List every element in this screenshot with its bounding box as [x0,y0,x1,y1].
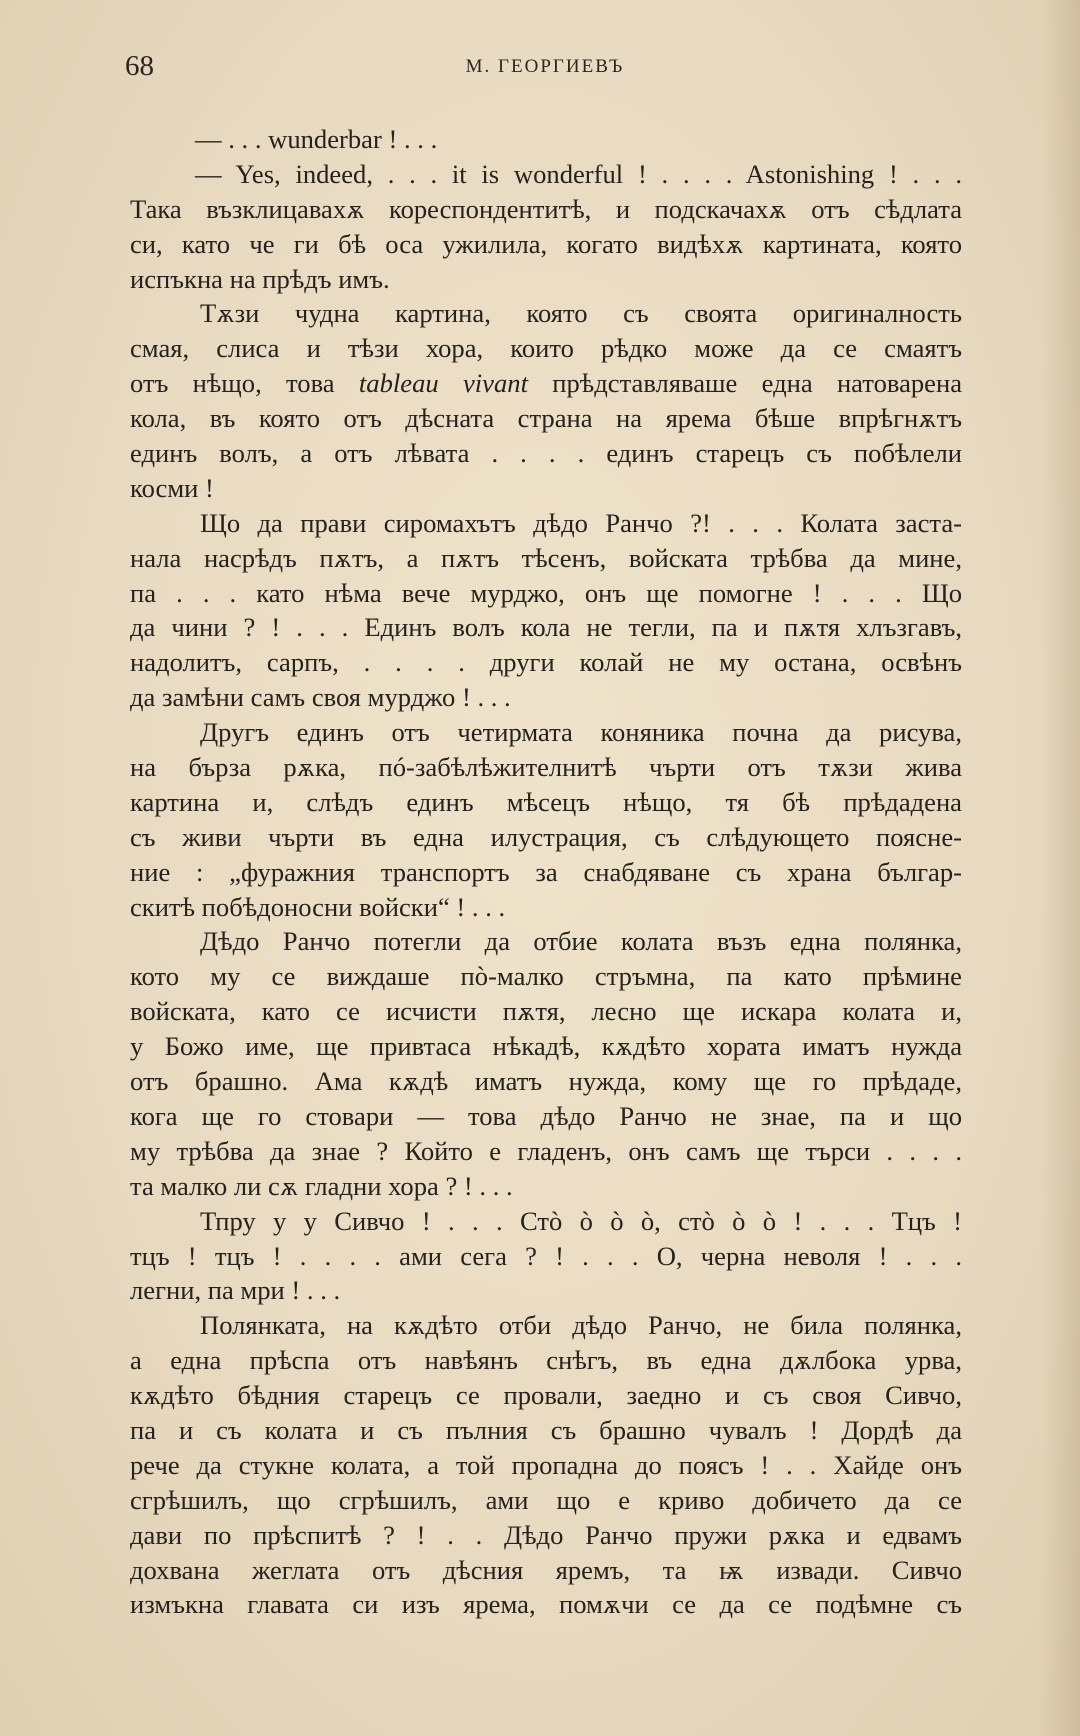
text-line: у Божо име, ще привтаса нѣкадѣ, кѫдѣто хората иматъ нужда [130,1031,962,1062]
text-line: кото му се виждаше пò-малко стръмна, па като прѣмине [130,961,962,992]
text-line: па . . . като нѣма вече мурджо, онъ ще помогне ! . . . Що [130,577,962,608]
text-line: смая, слиса и тѣзи хора, които рѣдко може да се смаятъ [130,333,962,364]
text-line: а една прѣспа отъ навѣянъ снѣгъ, въ една дѫлбока урва, [130,1345,962,1376]
text-line: картина и, слѣдъ единъ мѣсецъ нѣщо, тя бѣ прѣдадена [130,786,962,817]
text-line: му трѣбва да знае ? Който е гладенъ, онъ самъ ще търси . . . . [130,1135,962,1166]
text-line: си, като че ги бѣ оса ужилила, когато видѣхѫ картината, която [130,228,962,259]
text-line: — . . . wunderbar ! . . . [195,124,438,154]
text-line: да чини ? ! . . . Единъ волъ кола не тегли, па и пѫтя хлъзгавъ, [130,612,962,643]
text-line: войската, като се исчисти пѫтя, лесно ще искара колата и, [130,996,962,1027]
text-line: измъкна главата си изъ ярема, помѫчи се да се подѣмне съ [130,1589,962,1620]
text-line: кѫдѣто бѣдния старецъ се провали, заедно и съ своя Сивчо, [130,1380,962,1411]
text-line: кола, въ която отъ дѣсната страна на ярема бѣше впрѣгнѫтъ [130,403,962,434]
text-line: да замѣни самъ своя мурджо ! . . . [130,682,511,713]
page-header [125,50,965,90]
text-line: та малко ли сѫ гладни хора ? ! . . . [130,1170,513,1201]
running-head: М. ГЕОРГИЕВЪ [465,56,625,77]
text-line: Тпру у у Сивчо ! . . . Стò ò ò ò, стò ò ò ! . . . Тцъ ! [200,1205,962,1236]
text-line: Полянката, на кѫдѣто отби дѣдо Ранчо, не била полянка, [200,1310,962,1341]
text-line: тцъ ! тцъ ! . . . . ами сега ? ! . . . О, черна неволя ! . . . [130,1240,962,1271]
text-line: скитѣ побѣдоносни войски“ ! . . . [130,891,506,922]
text-line: кога ще го стовари — това дѣдо Ранчо не знае, па и що [130,1100,962,1131]
text-line: единъ волъ, а отъ лѣвата . . . . единъ старецъ съ побѣлели [130,438,962,469]
text-line: Тѫзи чудна картина, която съ своята оригиналность [200,298,962,329]
body-text [130,122,962,1622]
text-line: отъ нѣщо, това tableau vivant прѣдставляваше една натоварена [130,368,962,399]
text-line: дохвана жеглата отъ дѣсния яремъ, та ѭ извади. Сивчо [130,1554,962,1585]
text-line: Що да прави сиромахътъ дѣдо Ранчо ?! . . . Колата заста- [200,507,962,538]
text-line: косми ! [130,472,214,503]
page-number: 68 [125,50,154,82]
text-line: на бърза рѫка, пó-забѣлѣжителнитѣ чърти отъ тѫзи жива [130,752,962,783]
text-line: — Yes, indeed, . . . it is wonderful ! . . . . Astonishing ! . . . [195,158,962,189]
text-line: сгрѣшилъ, що сгрѣшилъ, ами що е криво добичето да се [130,1484,962,1515]
text-line: ние : „фуражния транспортъ за снабдяване съ храна българ- [130,856,962,887]
text-line: испъкна на прѣдъ имъ. [130,263,390,294]
text-line: легни, па мри ! . . . [130,1275,341,1306]
text-line: па и съ колата и съ пълния съ брашно чувалъ ! Дордѣ да [130,1414,962,1445]
italic-phrase: tableau vivant [358,368,528,399]
text-line: Дѣдо Ранчо потегли да отбие колата възъ една полянка, [200,926,962,957]
text-line: Така възклицавахѫ кореспондентитѣ, и подскачахѫ отъ сѣдлата [130,193,962,224]
text-line: дави по прѣспитѣ ? ! . . Дѣдо Ранчо пружи рѫка и едвамъ [130,1519,962,1550]
text-line: нала насрѣдъ пѫтъ, а пѫтъ тѣсенъ, войската трѣбва да мине, [130,542,962,573]
text-line: отъ брашно. Ама кѫдѣ иматъ нужда, кому ще го прѣдаде, [130,1066,962,1097]
text-line: надолитъ, сарпъ, . . . . други колай не му остана, освѣнъ [130,647,962,678]
text-line: съ живи чърти въ една илустрация, съ слѣдующето поясне- [130,821,962,852]
text-line: рече да стукне колата, а той пропадна до поясъ ! . . Хайде онъ [130,1449,962,1480]
text-line: Другъ единъ отъ четирмата коняника почна да рисува, [200,717,962,748]
